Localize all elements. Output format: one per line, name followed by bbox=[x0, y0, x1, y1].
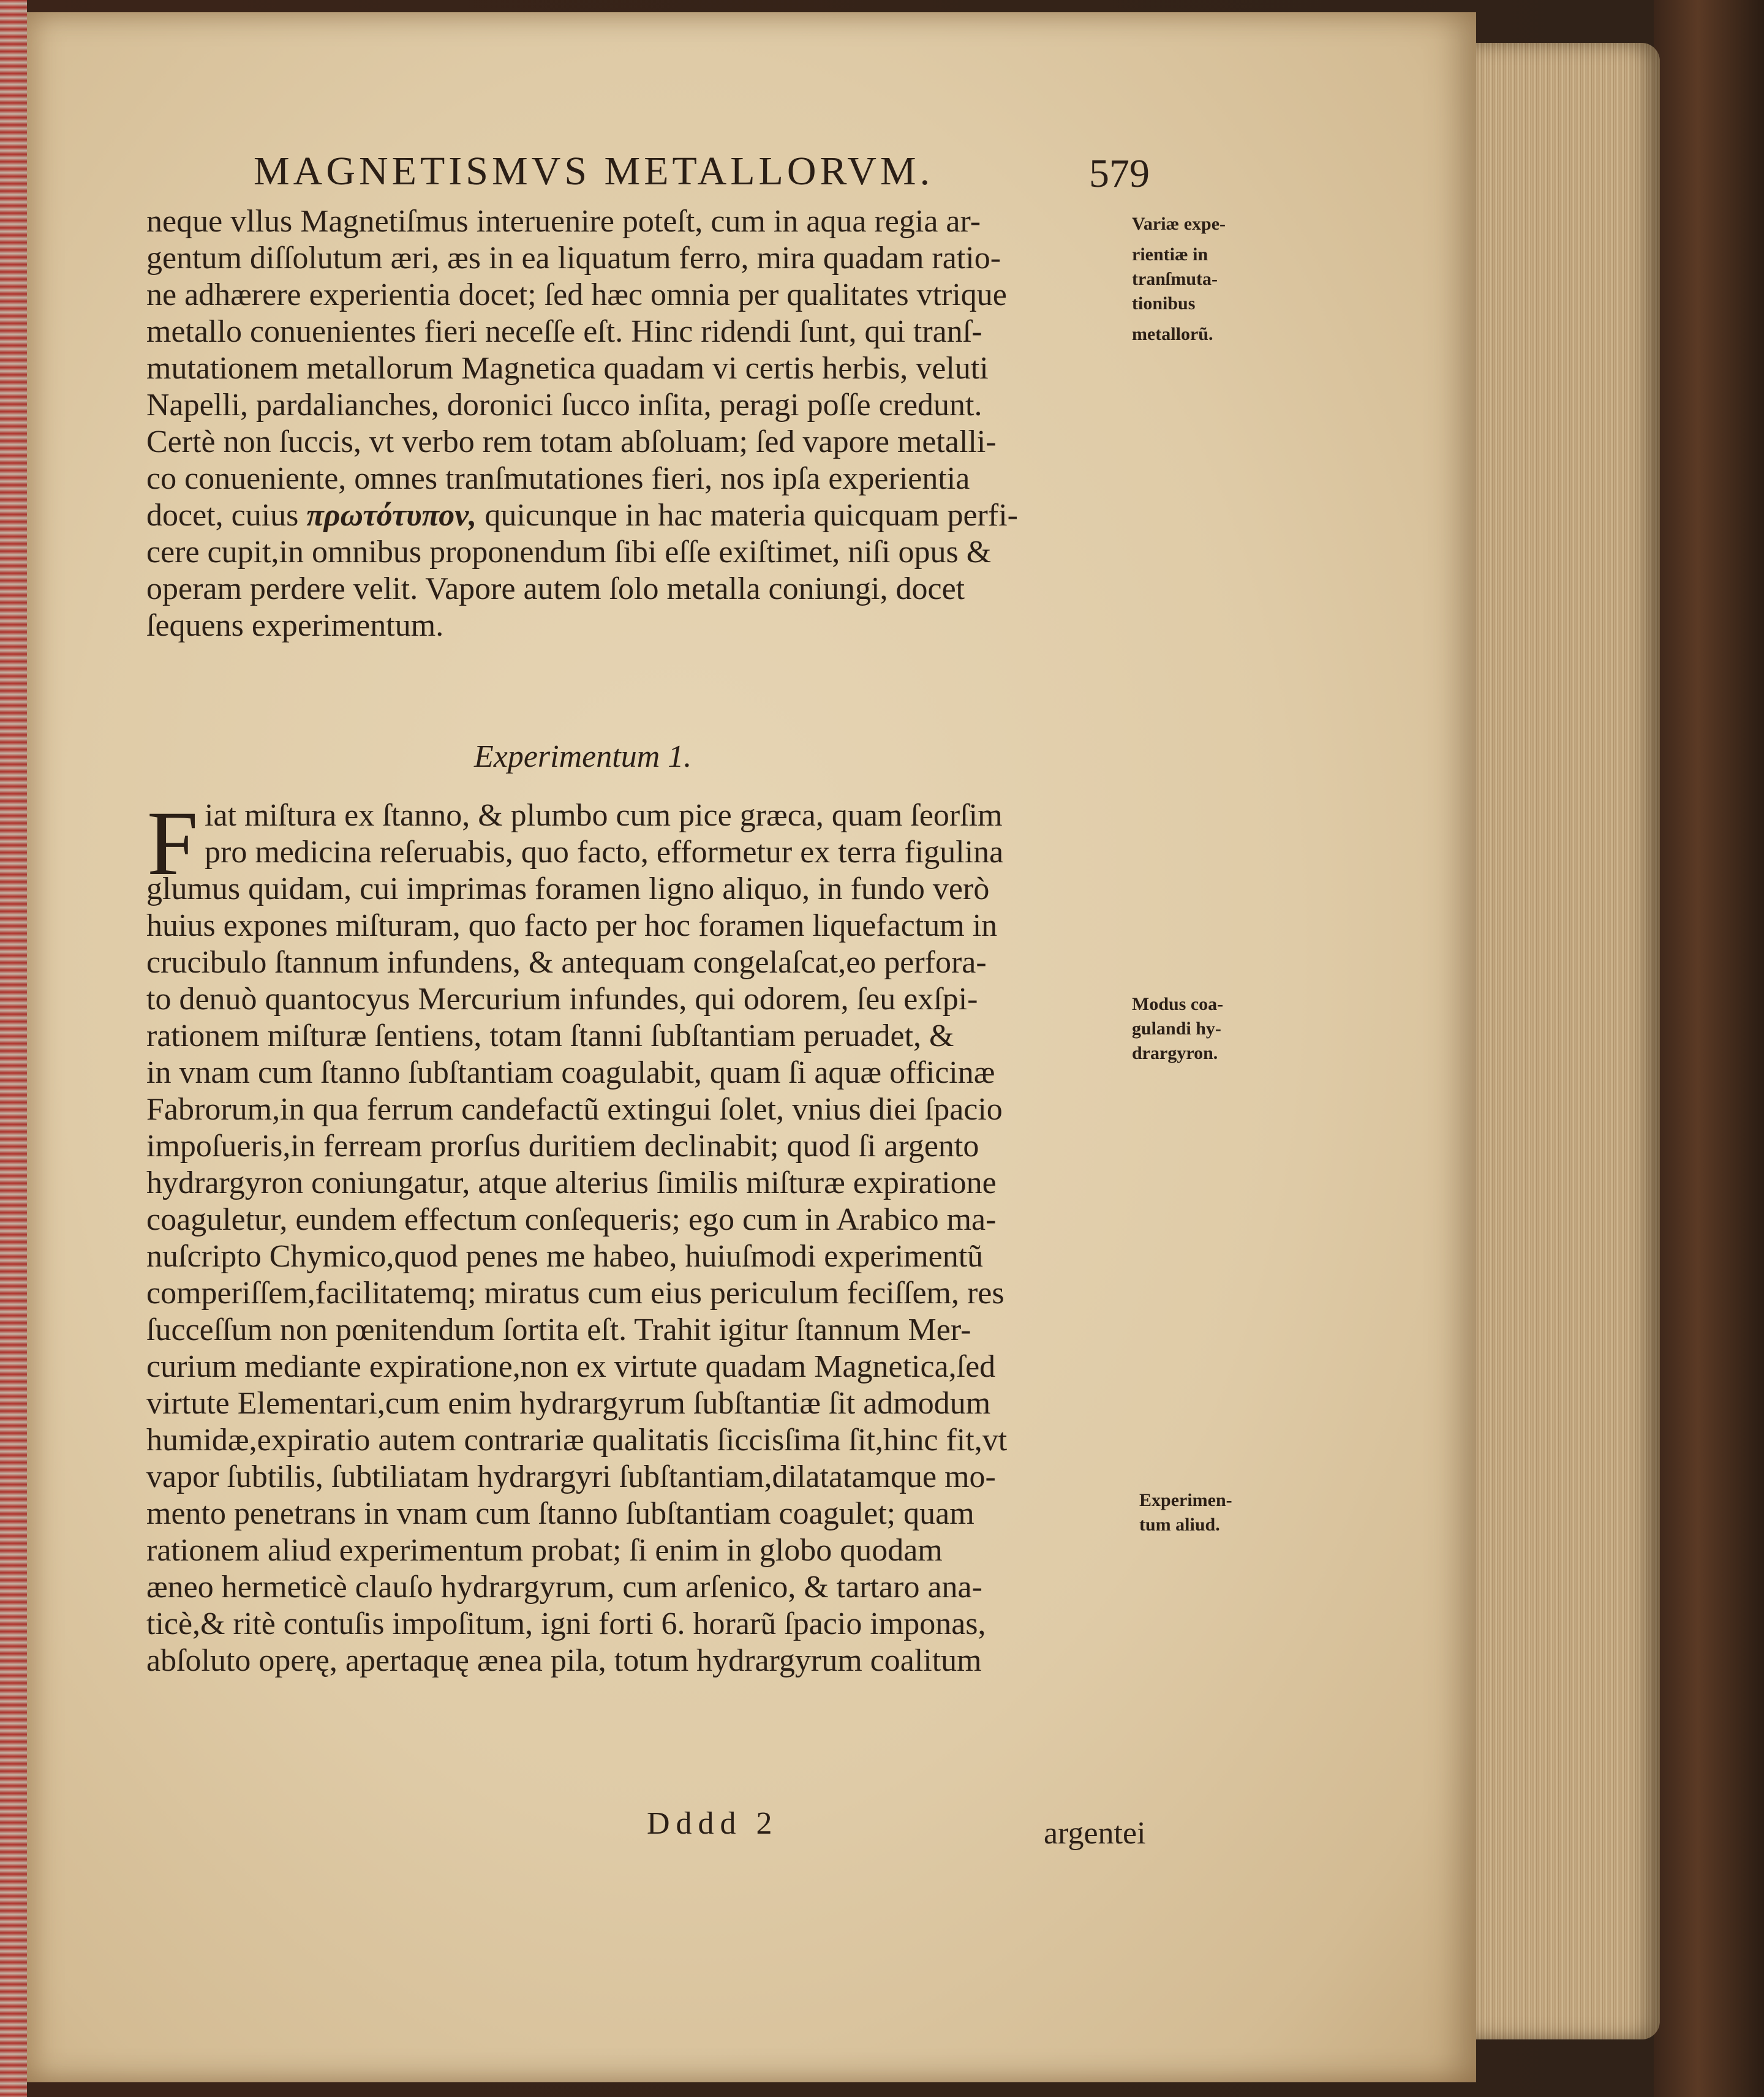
text-line: mutationem metallorum Magnetica quadam vi certis herbis, veluti bbox=[146, 351, 989, 386]
drop-cap: F bbox=[147, 792, 198, 894]
text-line: rationem aliud experimentum probat; ſi enim in globo quodam bbox=[146, 1533, 943, 1568]
book-binding bbox=[0, 0, 27, 2097]
margin-note-line: metallorũ. bbox=[1132, 324, 1213, 344]
text-line: pro medicina reſeruabis, quo facto, efformetur ex terra figulina bbox=[205, 835, 1004, 870]
text-line: neque vllus Magnetiſmus interuenire poteſt, cum in aqua regia ar- bbox=[146, 204, 981, 239]
text-fragment: docet, cuius bbox=[146, 498, 299, 533]
greek-word: πρωτότυπον, bbox=[306, 498, 477, 533]
text-line: co conueniente, omnes tranſmutationes fieri, nos ipſa experientia bbox=[146, 461, 970, 496]
text-line: ſequens experimentum. bbox=[146, 608, 444, 643]
text-line: humidæ,expiratio autem contrariæ qualitatis ſiccisſima ſit,hinc fit,vt bbox=[146, 1423, 1008, 1458]
book-cover-edge bbox=[1654, 0, 1764, 2097]
margin-note-line: rientiæ in bbox=[1132, 244, 1208, 265]
text-line: Napelli, pardalianches, doronici ſucco inſita, peragi poſſe credunt. bbox=[146, 388, 982, 423]
text-line: metallo conuenientes fieri neceſſe eſt. Hinc ridendi ſunt, qui tranſ- bbox=[146, 314, 982, 349]
margin-note-line: tum aliud. bbox=[1139, 1515, 1220, 1535]
text-line: abſoluto operę, apertaquę ænea pila, totum hydrargyrum coalitum bbox=[146, 1643, 982, 1678]
text-line: huius expones miſturam, quo facto per hoc foramen liquefactum in bbox=[146, 908, 998, 943]
text-line: gentum diſſolutum æri, æs in ea liquatum ferro, mira quadam ratio- bbox=[146, 241, 1001, 276]
text-fragment: quicunque in hac materia quicquam perfi- bbox=[484, 498, 1018, 533]
margin-note-line: Variæ expe- bbox=[1132, 214, 1226, 234]
text-line: to denuò quantocyus Mercurium infundes, qui odorem, ſeu exſpi- bbox=[146, 982, 978, 1017]
signature-mark: Dddd 2 bbox=[647, 1806, 778, 1841]
text-line: curium mediante expiratione,non ex virtute quadam Magnetica,ſed bbox=[146, 1349, 996, 1384]
text-line: ne adhærere experientia docet; ſed hæc omnia per qualitates vtrique bbox=[146, 277, 1007, 312]
text-line bbox=[146, 497, 1018, 534]
text-line: crucibulo ſtannum infundens, & antequam congelaſcat,eo perfora- bbox=[146, 945, 987, 980]
text-line: iat miſtura ex ſtanno, & plumbo cum pice græca, quam ſeorſim bbox=[205, 798, 1003, 833]
running-title: MAGNETISMVS METALLORVM. bbox=[254, 149, 934, 194]
text-line: comperiſſem,facilitatemq; miratus cum eius periculum feciſſem, res bbox=[146, 1276, 1005, 1311]
page-number: 579 bbox=[1089, 151, 1150, 196]
margin-note-line: Experimen- bbox=[1139, 1490, 1232, 1510]
text-line: nuſcripto Chymico,quod penes me habeo, huiuſmodi experimentũ bbox=[146, 1239, 984, 1274]
text-line: æneo hermeticè clauſo hydrargyrum, cum arſenico, & tartaro ana- bbox=[146, 1570, 982, 1605]
text-line: hydrargyron coniungatur, atque alterius ſimilis miſturæ expiratione bbox=[146, 1165, 997, 1200]
text-line: ticè,& ritè contuſis impoſitum, igni forti 6. horarũ ſpacio imponas, bbox=[146, 1606, 986, 1641]
text-line: rationem miſturæ ſentiens, totam ſtanni ſubſtantiam peruadet, & bbox=[146, 1018, 954, 1053]
margin-note-line: tionibus bbox=[1132, 293, 1196, 314]
experiment-heading: Experimentum 1. bbox=[474, 739, 692, 774]
book-page bbox=[27, 12, 1476, 2082]
text-line: glumus quidam, cui imprimas foramen ligno aliquo, in fundo verò bbox=[146, 872, 990, 906]
margin-note-line: drargyron. bbox=[1132, 1043, 1218, 1063]
text-line: in vnam cum ſtanno ſubſtantiam coagulabit, quam ſi aquæ officinæ bbox=[146, 1055, 995, 1090]
margin-note-line: Modus coa- bbox=[1132, 994, 1224, 1014]
page-fore-edge bbox=[1476, 43, 1660, 2039]
text-line: Certè non ſuccis, vt verbo rem totam abſoluam; ſed vapore metalli- bbox=[146, 424, 997, 459]
text-line: ſucceſſum non pœnitendum ſortita eſt. Trahit igitur ſtannum Mer- bbox=[146, 1312, 971, 1347]
text-line: virtute Elementari,cum enim hydrargyrum ſubſtantiæ ſit admodum bbox=[146, 1386, 991, 1421]
text-line: Fabrorum,in qua ferrum candefactũ extingui ſolet, vnius diei ſpacio bbox=[146, 1092, 1003, 1127]
text-line: vapor ſubtilis, ſubtiliatam hydrargyri ſubſtantiam,dilatatamque mo- bbox=[146, 1459, 996, 1494]
text-line: cere cupit,in omnibus proponendum ſibi eſſe exiſtimet, niſi opus & bbox=[146, 535, 992, 570]
margin-note-line: gulandi hy- bbox=[1132, 1018, 1221, 1039]
text-line: impoſueris,in ferream prorſus duritiem declinabit; quod ſi argento bbox=[146, 1129, 979, 1164]
text-line: mento penetrans in vnam cum ſtanno ſubſtantiam coagulet; quam bbox=[146, 1496, 974, 1531]
text-line: operam perdere velit. Vapore autem ſolo metalla coniungi, docet bbox=[146, 571, 965, 606]
text-line: coaguletur, eundem effectum conſequeris; ego cum in Arabico ma- bbox=[146, 1202, 997, 1237]
margin-note-line: tranſmuta- bbox=[1132, 269, 1218, 289]
catchword: argentei bbox=[1044, 1816, 1146, 1851]
